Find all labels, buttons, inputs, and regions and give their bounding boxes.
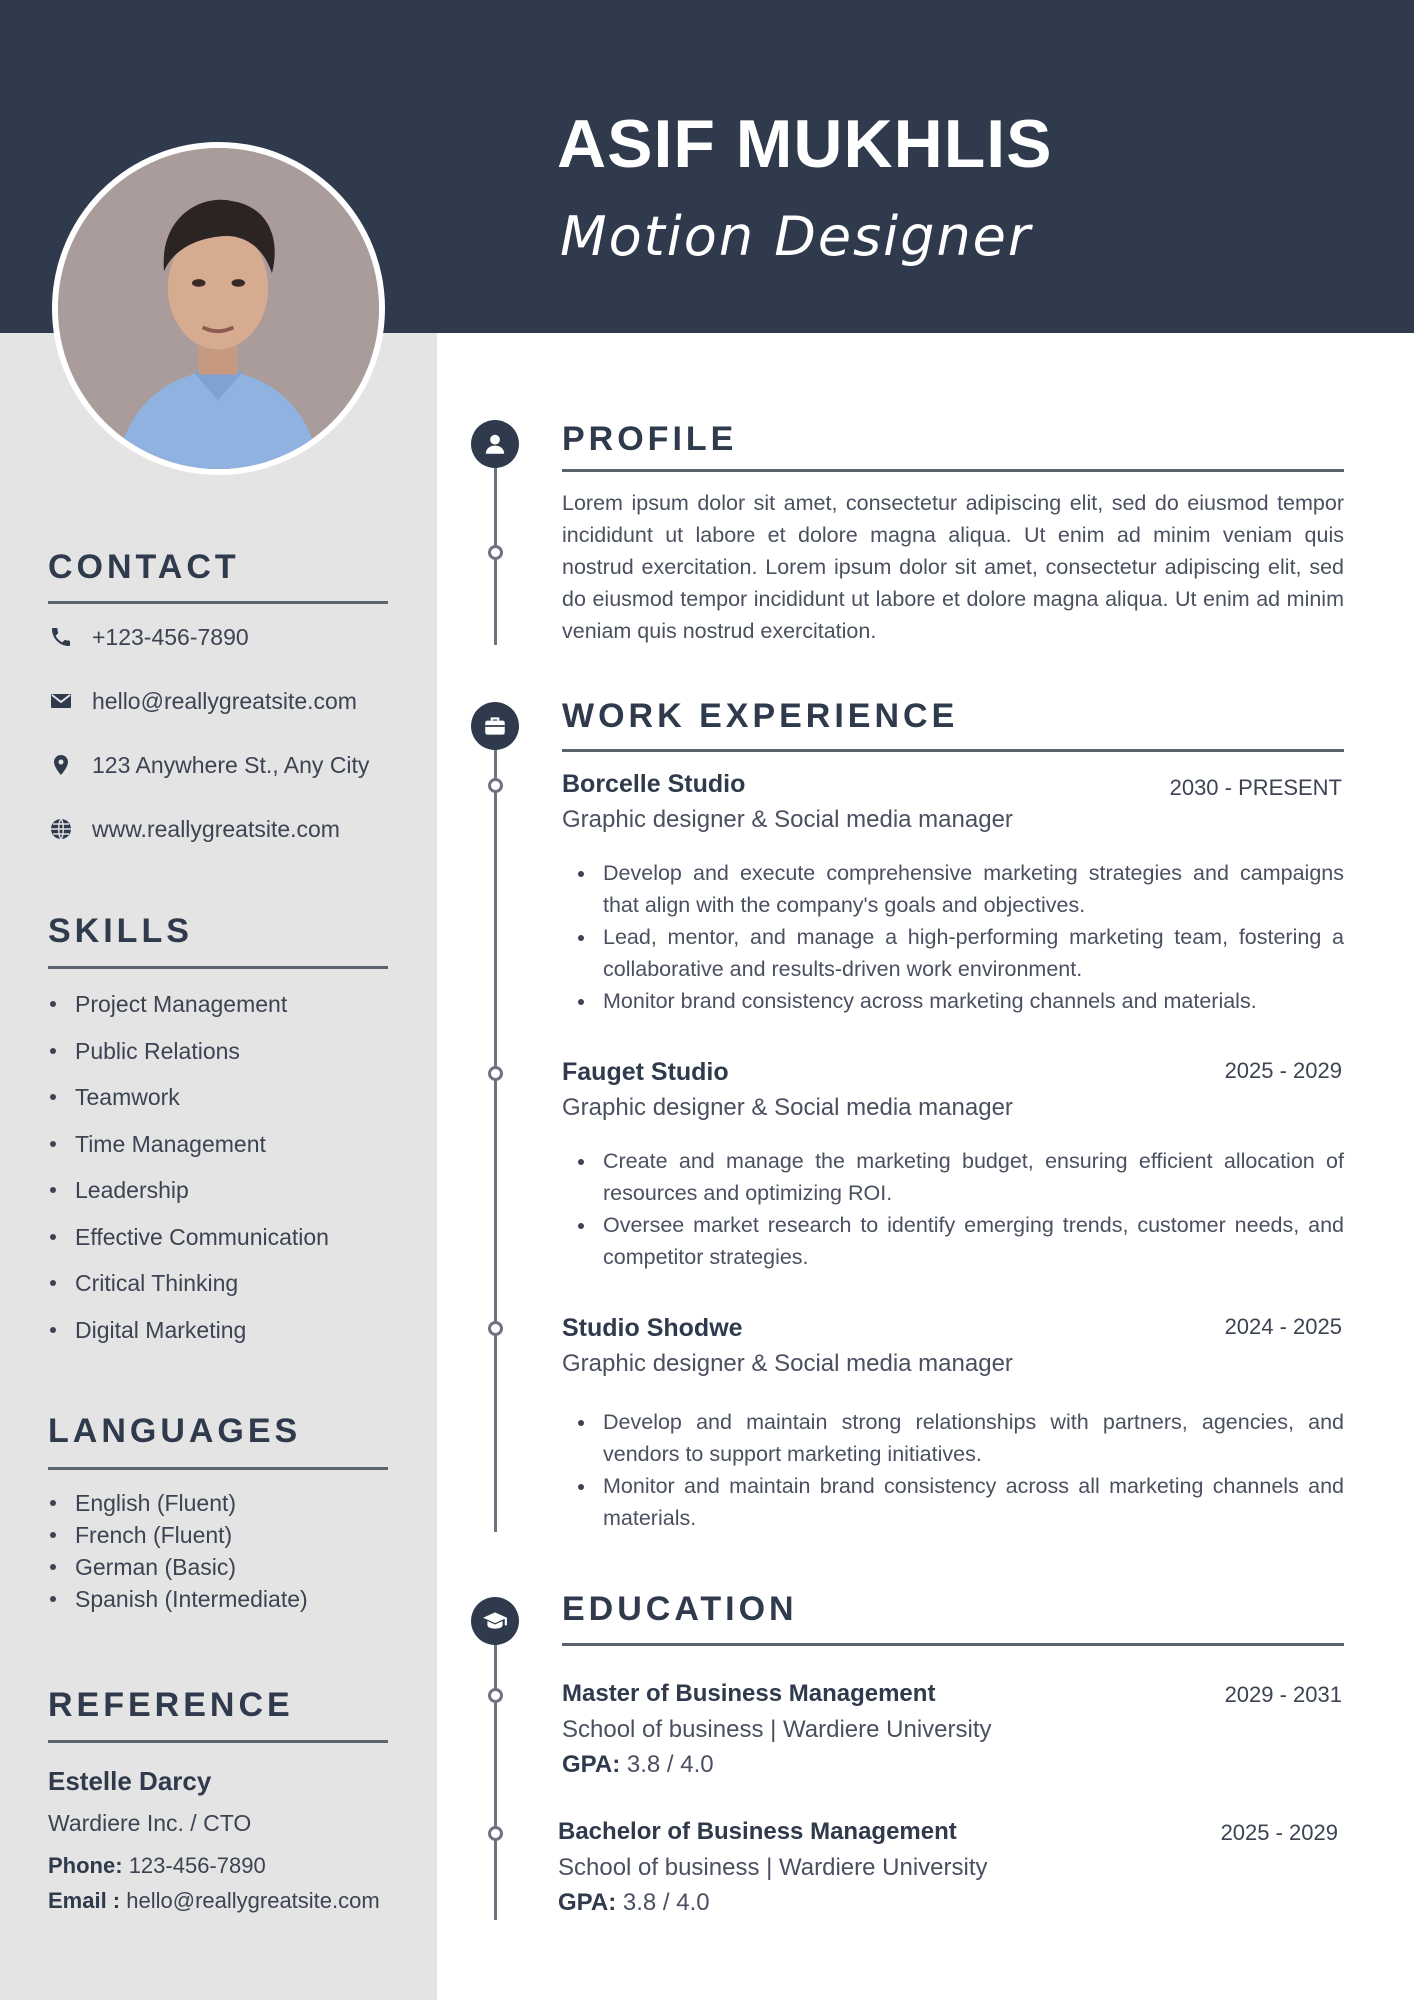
- job-dates: 2024 - 2025: [1224, 1314, 1342, 1339]
- edu-gpa: [558, 1889, 710, 1917]
- edu-dates: 2029 - 2031: [1224, 1682, 1342, 1707]
- edu-gpa: [562, 1751, 714, 1779]
- list-item: Monitor brand consistency across marketing channels and materials.: [578, 985, 1344, 1017]
- reference-phone-label: Phone:: [48, 1853, 123, 1878]
- list-item: Develop and execute comprehensive marketing strategies and campaigns that align with the company's goals and objectives.: [578, 857, 1344, 921]
- list-item: Leadership: [48, 1167, 329, 1214]
- contact-phone-text: +123-456-7890: [92, 623, 249, 650]
- job-dates: 2030 - PRESENT: [1169, 775, 1342, 800]
- education-heading: EDUCATION: [562, 1590, 798, 1628]
- list-item: Teamwork: [48, 1074, 329, 1121]
- user-icon: [471, 420, 519, 468]
- reference-email-value: hello@reallygreatsite.com: [126, 1888, 380, 1913]
- reference-phone: [48, 1853, 266, 1879]
- profile-divider: [562, 469, 1344, 472]
- list-item: Public Relations: [48, 1028, 329, 1075]
- languages-heading: LANGUAGES: [48, 1412, 302, 1450]
- profile-heading: PROFILE: [562, 420, 738, 458]
- list-item: German (Basic): [48, 1551, 308, 1583]
- job-dates: 2025 - 2029: [1224, 1058, 1342, 1083]
- timeline-dot: [488, 1826, 503, 1841]
- contact-address-text: 123 Anywhere St., Any City: [92, 751, 370, 778]
- contact-email-text: hello@reallygreatsite.com: [92, 687, 357, 714]
- skills-list: [48, 981, 329, 1353]
- list-item: Monitor and maintain brand consistency across all marketing channels and materials.: [578, 1470, 1344, 1534]
- contact-email[interactable]: [48, 684, 357, 718]
- globe-icon: [48, 816, 74, 842]
- profile-photo: [52, 142, 385, 475]
- list-item: Time Management: [48, 1121, 329, 1168]
- timeline-dot: [488, 1321, 503, 1336]
- briefcase-icon: [471, 702, 519, 750]
- timeline-dot: [488, 1066, 503, 1081]
- reference-email-label: Email :: [48, 1888, 121, 1913]
- work-divider: [562, 749, 1344, 752]
- job-bullets: [578, 1406, 1344, 1534]
- timeline-dot: [488, 1688, 503, 1703]
- reference-role: Wardiere Inc. / CTO: [48, 1810, 252, 1836]
- profile-timeline: [494, 440, 497, 645]
- list-item: Lead, mentor, and manage a high-performing marketing team, fostering a collaborative and results-driven work environment.: [578, 921, 1344, 985]
- job-role: Graphic designer & Social media manager: [562, 1350, 1013, 1377]
- contact-website[interactable]: [48, 812, 340, 846]
- work-heading: WORK EXPERIENCE: [562, 697, 959, 735]
- job-company: Fauget Studio: [562, 1058, 729, 1086]
- mail-icon: [48, 688, 74, 714]
- contact-divider: [48, 601, 388, 604]
- edu-degree: Master of Business Management: [562, 1680, 936, 1707]
- list-item: Create and manage the marketing budget, ensuring efficient allocation of resources and optimizing ROI.: [578, 1145, 1344, 1209]
- edu-school: School of business | Wardiere University: [558, 1854, 988, 1881]
- list-item: Spanish (Intermediate): [48, 1583, 308, 1615]
- list-item: Critical Thinking: [48, 1260, 329, 1307]
- reference-heading: REFERENCE: [48, 1686, 294, 1724]
- candidate-role: Motion Designer: [560, 205, 1033, 268]
- profile-text: Lorem ipsum dolor sit amet, consectetur adipiscing elit, sed do eiusmod tempor incididunt ut labore et dolore magna aliqua. Ut enim ad minim veniam quis nostrud exercitation. Lorem ipsum dolor sit amet, consectetur adipiscing elit, sed do eiusmod tempor incididunt ut labore et dolore magna aliqua. Ut enim ad minim veniam quis nostrud exercitation.: [562, 491, 1344, 643]
- list-item: Oversee market research to identify emerging trends, customer needs, and competitor strategies.: [578, 1209, 1344, 1273]
- list-item: Digital Marketing: [48, 1307, 329, 1354]
- edu-gpa-value: 3.8 / 4.0: [622, 1889, 710, 1916]
- education-timeline: [494, 1612, 497, 1920]
- list-item: English (Fluent): [48, 1487, 308, 1519]
- list-item: Develop and maintain strong relationships with partners, agencies, and vendors to support marketing initiatives.: [578, 1406, 1344, 1470]
- education-divider: [562, 1643, 1344, 1646]
- edu-school: School of business | Wardiere University: [562, 1716, 992, 1743]
- edu-gpa-label: GPA:: [558, 1889, 617, 1916]
- edu-degree: Bachelor of Business Management: [558, 1818, 957, 1845]
- job-company: Borcelle Studio: [562, 770, 746, 798]
- job-role: Graphic designer & Social media manager: [562, 806, 1013, 833]
- skills-divider: [48, 966, 388, 969]
- candidate-name: ASIF MUKHLIS: [557, 106, 1053, 182]
- job-company: Studio Shodwe: [562, 1314, 743, 1342]
- phone-icon: [48, 624, 74, 650]
- location-icon: [48, 752, 74, 778]
- contact-heading: CONTACT: [48, 548, 240, 586]
- list-item: French (Fluent): [48, 1519, 308, 1551]
- contact-website-text: www.reallygreatsite.com: [92, 815, 340, 842]
- job-bullets: [578, 1145, 1344, 1273]
- job-bullets: [578, 857, 1344, 1017]
- list-item: Effective Communication: [48, 1214, 329, 1261]
- edu-gpa-value: 3.8 / 4.0: [626, 1751, 714, 1778]
- job-role: Graphic designer & Social media manager: [562, 1094, 1013, 1121]
- skills-heading: SKILLS: [48, 912, 193, 950]
- work-timeline: [494, 720, 497, 1532]
- timeline-dot: [488, 545, 503, 560]
- edu-gpa-label: GPA:: [562, 1751, 621, 1778]
- languages-divider: [48, 1467, 388, 1470]
- reference-name: Estelle Darcy: [48, 1766, 212, 1796]
- edu-dates: 2025 - 2029: [1220, 1820, 1338, 1845]
- contact-phone[interactable]: [48, 620, 249, 654]
- graduation-cap-icon: [471, 1597, 519, 1645]
- timeline-dot: [488, 778, 503, 793]
- reference-email: [48, 1888, 380, 1914]
- reference-phone-value: 123-456-7890: [128, 1853, 266, 1878]
- list-item: Project Management: [48, 981, 329, 1028]
- languages-list: [48, 1487, 308, 1615]
- reference-divider: [48, 1740, 388, 1743]
- contact-address: [48, 748, 369, 782]
